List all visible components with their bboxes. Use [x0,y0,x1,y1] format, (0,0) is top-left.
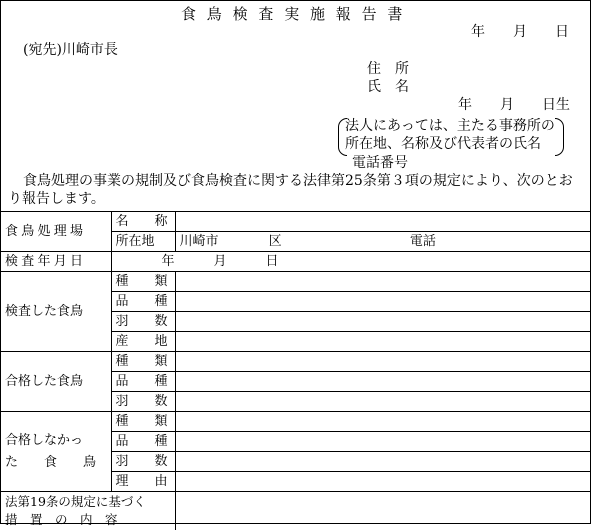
inspection-date-header: 検査年月日 [1,252,111,272]
inspected-breed-label: 品 種 [111,292,175,312]
location-city: 川崎市 [180,234,219,249]
facility-location-label: 所在地 [111,232,175,252]
addressee: (宛先)川崎市長 [23,43,118,57]
facility-name-field[interactable] [175,212,590,232]
failed-birds-header [1,412,111,492]
table-row [1,212,590,232]
inspected-origin-field[interactable] [175,332,590,352]
inspected-count-field[interactable] [175,312,590,332]
location-ward: 区 [269,234,282,249]
name-label: 氏 名 [367,80,409,94]
table-row [1,412,590,432]
inspected-origin-label: 産 地 [111,332,175,352]
failed-header-line2: た 食 鳥 [5,452,107,474]
failed-count-field[interactable] [175,452,590,472]
table-row [1,492,590,530]
inspection-table [1,211,590,530]
facility-location-field[interactable] [175,232,590,252]
inspected-breed-field[interactable] [175,292,590,312]
passed-breed-field[interactable] [175,372,590,392]
passed-count-label: 羽 数 [111,392,175,412]
table-row [1,272,590,292]
measures-header-line2: 措 置 の 内 容 [5,511,171,529]
measures-field[interactable] [175,492,590,530]
failed-header-line1: 合格しなかっ [5,430,107,452]
facility-header: 食鳥処理場 [1,212,111,252]
failed-breed-label: 品 種 [111,432,175,452]
location-phone: 電話 [410,234,436,249]
facility-name-label: 名 称 [111,212,175,232]
body-text-line2: り報告します。 [8,192,105,206]
passed-kind-field[interactable] [175,352,590,372]
failed-count-label: 羽 数 [111,452,175,472]
report-date: 年 月 日 [467,25,569,39]
table-row [1,252,590,272]
inspected-kind-label: 種 類 [111,272,175,292]
failed-reason-label: 理 由 [111,472,175,492]
corporation-note-line1: 法人にあっては、主たる事務所の [345,119,555,133]
failed-breed-field[interactable] [175,432,590,452]
form-title: 食鳥検査実施報告書 [181,7,413,22]
passed-birds-header: 合格した食鳥 [1,352,111,412]
measures-header [1,492,175,530]
inspected-birds-header: 検査した食鳥 [1,272,111,352]
phone-label: 電話番号 [352,156,408,170]
body-text-line1: 食鳥処理の事業の規制及び食鳥検査に関する法律第25条第３項の規定により、次のとお [23,174,573,188]
address-label: 住 所 [367,62,409,76]
measures-header-line1: 法第19条の規定に基づく [5,493,171,511]
passed-breed-label: 品 種 [111,372,175,392]
corporation-note-line2: 所在地、名称及び代表者の氏名 [345,137,541,151]
failed-reason-field[interactable] [175,472,590,492]
inspection-date-field[interactable]: 年 月 日 [111,252,590,272]
birth-date-label: 年 月 日生 [456,98,570,112]
inspected-count-label: 羽 数 [111,312,175,332]
inspected-kind-field[interactable] [175,272,590,292]
failed-kind-label: 種 類 [111,412,175,432]
table-row [1,352,590,372]
passed-count-field[interactable] [175,392,590,412]
failed-kind-field[interactable] [175,412,590,432]
passed-kind-label: 種 類 [111,352,175,372]
